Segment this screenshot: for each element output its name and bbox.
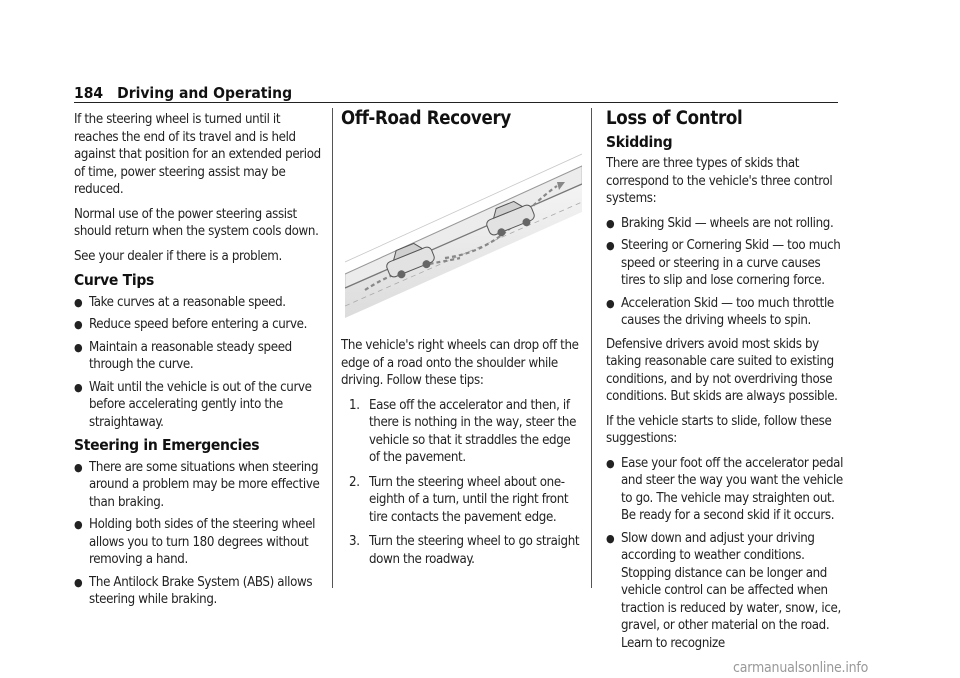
list-item: ● Take curves at a reasonable speed.: [74, 294, 286, 310]
list-item: 2. Turn the steering wheel about one-eighth of a turn, until the right front tire contacts the pavement edge.: [349, 474, 569, 525]
heading-skidding: Skidding: [606, 132, 673, 151]
paragraph: The vehicle's right wheels can drop off the edge of a road onto the shoulder while driving. Follow these tips:: [341, 338, 579, 388]
paragraph: See your dealer if there is a problem.: [74, 248, 282, 264]
list-item: ● There are some situations when steering around a problem may be more effective than braking.: [74, 459, 320, 510]
list-item: ● Ease your foot off the accelerator pedal and steer the way you want the vehicle to go. The vehicle may straighten out. Be ready for a second skid if it occurs.: [606, 455, 844, 523]
heading-off-road-recovery: Off-Road Recovery: [341, 108, 511, 129]
paragraph: If the vehicle starts to slide, follow these suggestions:: [606, 413, 832, 446]
list-item: ● Braking Skid — wheels are not rolling.: [606, 215, 834, 231]
list-item: ● The Antilock Brake System (ABS) allows steering while braking.: [74, 574, 313, 607]
heading-steering-emergencies: Steering in Emergencies: [74, 436, 260, 454]
bullet-icon: ●: [74, 295, 83, 309]
off-road-recovery-illustration: [345, 146, 582, 318]
heading-curve-tips: Curve Tips: [74, 271, 155, 289]
paragraph: If the steering wheel is turned until it reaches the end of its travel and is held against that position for an extended period of time, power steering assist may be reduced.: [74, 112, 321, 197]
watermark: carmanualsonline.info: [733, 660, 869, 676]
list-item: ● Maintain a reasonable steady speed through the curve.: [74, 339, 292, 372]
bullet-icon: ●: [74, 575, 83, 589]
list-item: ● Steering or Cornering Skid — too much speed or steering in a curve causes tires to slip and lose cornering force.: [606, 238, 841, 288]
bullet-icon: ●: [606, 456, 615, 470]
steering-list: [74, 459, 324, 609]
list-item: 1. Ease off the accelerator and then, if there is nothing in the way, steer the vehicle so that it straddles the edge of the pavement.: [349, 397, 577, 465]
column-divider: [591, 108, 592, 588]
recovery-steps: [341, 397, 584, 569]
paragraph: Defensive drivers avoid most skids by taking reasonable care suited to existing conditions, and by not overdriving those conditions. But skids are always possible.: [606, 336, 838, 404]
curve-tips-list: [74, 294, 324, 432]
header-rule: [74, 102, 838, 103]
bullet-icon: ●: [74, 318, 83, 331]
list-item: ● Holding both sides of the steering wheel allows you to turn 180 degrees without removing a hand.: [74, 517, 316, 567]
page-header: [74, 84, 292, 102]
bullet-icon: ●: [74, 518, 83, 531]
bullet-icon: ●: [74, 380, 83, 394]
bullet-icon: ●: [74, 460, 83, 474]
list-item: 3. Turn the steering wheel to go straight down the roadway.: [349, 534, 580, 567]
bullet-icon: ●: [606, 296, 615, 310]
bullet-icon: ●: [606, 239, 615, 252]
column-divider: [332, 108, 333, 588]
heading-loss-of-control: Loss of Control: [606, 108, 743, 129]
section-title: Driving and Operating: [117, 84, 293, 102]
bullet-icon: ●: [606, 531, 615, 545]
page-number: 184: [74, 84, 104, 102]
suggestions-list: [606, 455, 844, 653]
skids-list: [606, 215, 844, 330]
list-item: ● Reduce speed before entering a curve.: [74, 317, 307, 332]
list-item: ● Slow down and adjust your driving according to weather conditions. Stopping distance can be longer and vehicle control can be affected when traction is reduced by water, snow, ice, gravel, or other material on the road. Learn to recognize: [606, 530, 841, 651]
list-item: ● Wait until the vehicle is out of the curve before accelerating gently into the straightaway.: [74, 379, 312, 430]
column-middle: [341, 110, 584, 575]
bullet-icon: ●: [74, 340, 83, 354]
list-item: ● Acceleration Skid — too much throttle causes the driving wheels to spin.: [606, 295, 834, 328]
column-right: [606, 110, 844, 658]
column-left: [74, 111, 324, 615]
bullet-icon: ●: [606, 216, 615, 230]
paragraph: There are three types of skids that correspond to the vehicle's three control systems:: [606, 156, 833, 206]
paragraph: Normal use of the power steering assist should return when the system cools down.: [74, 206, 319, 239]
